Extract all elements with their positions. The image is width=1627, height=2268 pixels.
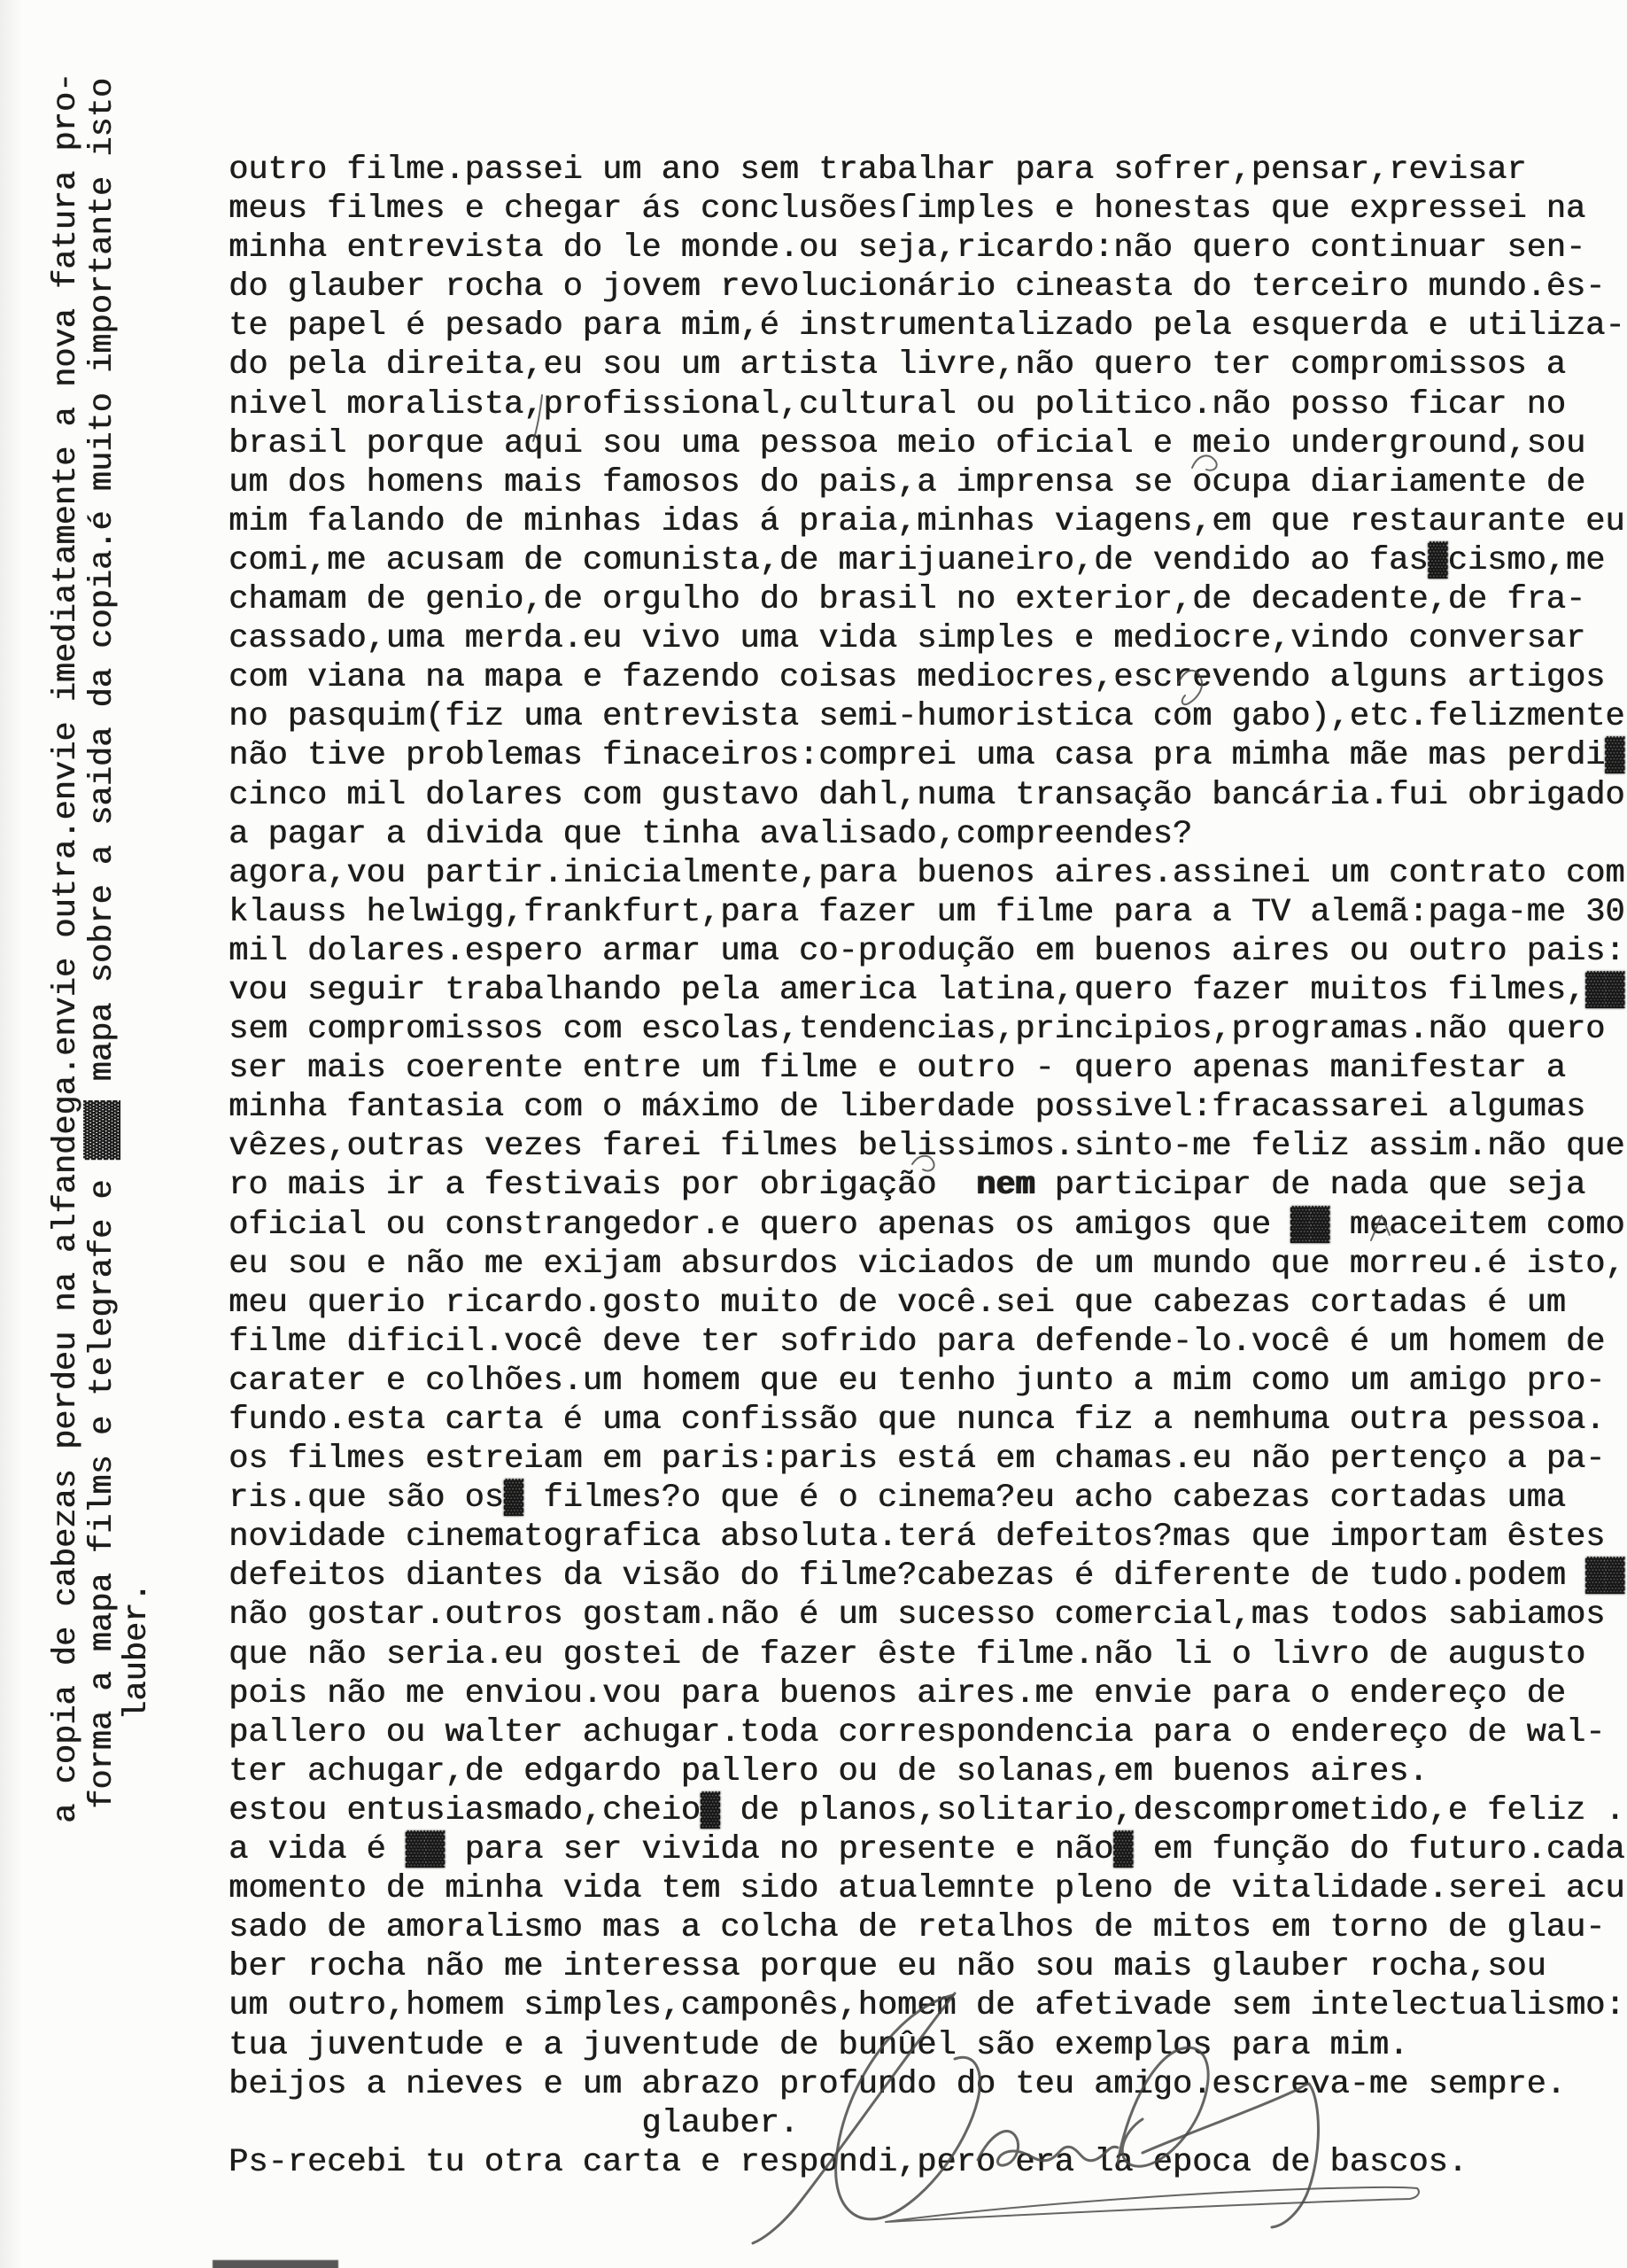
letter-line: glauber. xyxy=(229,2104,799,2142)
letter-line: não gostar.outros gostam.não é um sucesso comercial,mas todos sabiamos xyxy=(229,1596,1606,1635)
letter-line: outro filme.passei um ano sem trabalhar para sofrer,pensar,revisar xyxy=(229,151,1527,189)
letter-line: com viana na mapa e fazendo coisas mediocres,escrevendo alguns artigos xyxy=(229,659,1606,697)
ink-blot: ▓▓ xyxy=(1290,1206,1330,1244)
ink-blot: ▓▓ xyxy=(1585,1557,1625,1596)
signature-underline xyxy=(886,2187,1419,2222)
letter-line: te papel é pesado para mim,é instrumentalizado pela esquerda e utiliza- xyxy=(229,307,1625,346)
letter-line: beijos a nieves e um abrazo profundo do teu amigo.escreva-me sempre. xyxy=(229,2065,1566,2103)
letter-line: os filmes estreiam em paris:paris está em chamas.eu não pertenço a pa- xyxy=(229,1441,1606,1479)
letter-line: Ps-recebi tu otra carta e respondi,pero era la epoca de bascos. xyxy=(229,2143,1468,2181)
letter-line: cassado,uma merda.eu vivo uma vida simples e mediocre,vindo conversar xyxy=(229,620,1586,658)
letter-line: no pasquim(fiz uma entrevista semi-humoristica com gabo),etc.felizmente xyxy=(229,698,1625,736)
letter-line: mil dolares.espero armar uma co-produção em buenos aires ou outro pais: xyxy=(229,932,1625,970)
letter-line: ter achugar,de edgardo pallero ou de solanas,em buenos aires. xyxy=(229,1752,1429,1790)
letter-line: a pagar a divida que tinha avalisado,compreendes? xyxy=(229,815,1192,853)
letter-line: um outro,homem simples,camponês,homem de afetivade sem intelectualismo: xyxy=(229,1987,1625,2025)
letter-line: ser mais coerente entre um filme e outro - quero apenas manifestar a xyxy=(229,1050,1566,1088)
letter-line: um dos homens mais famosos do pais,a imprensa se ocupa diariamente de xyxy=(229,463,1586,501)
scan-edge-shading xyxy=(0,0,23,2268)
letter-line: do glauber rocha o jovem revolucionário cineasta do terceiro mundo.ês- xyxy=(229,268,1606,307)
ink-blot: ▓▓ xyxy=(405,1831,445,1869)
letter-body xyxy=(229,151,1625,2182)
letter-line: comi,me acusam de comunista,de marijuaneiro,de vendido ao fas▓cismo,me xyxy=(229,541,1606,579)
ink-blot: ▓ xyxy=(700,1791,721,1829)
letter-line: defeitos diantes da visão do filme?cabezas é diferente de tudo.podem ▓▓ xyxy=(229,1557,1625,1596)
letter-line: oficial ou constrangedor.e quero apenas os amigos que ▓▓ meaceitem como xyxy=(229,1206,1625,1244)
letter-line: eu sou e não me exijam absurdos viciados de um mundo que morreu.é isto, xyxy=(229,1245,1625,1283)
letter-line: meu querio ricardo.gosto muito de você.sei que cabezas cortadas é um xyxy=(229,1284,1566,1322)
letter-line: agora,vou partir.inicialmente,para buenos aires.assinei um contrato com xyxy=(229,854,1625,892)
letter-line: que não seria.eu gostei de fazer êste filme.não li o livro de augusto xyxy=(229,1635,1586,1674)
ink-blot: ▓ xyxy=(1113,1831,1134,1869)
margin-note-line-3: lauber. xyxy=(119,1582,156,1720)
letter-line: tua juventude e a juventude de bunûel são exemplos para mim. xyxy=(229,2026,1409,2064)
letter-line: vou seguir trabalhando pela america latina,quero fazer muitos filmes,▓▓ xyxy=(229,971,1625,1009)
margin-note-line-1: a copia de cabezas perdeu na alfandega.envie outra.envie imediatamente a nova fatura pro- xyxy=(48,72,85,1823)
margin-note-line-2: forma a mapa films e telegrafe e ▓▓▓ mapa sobre a saida da copia.é muito importante isto xyxy=(84,78,121,1809)
letter-line: minha entrevista do le monde.ou seja,ricardo:não quero continuar sen- xyxy=(229,229,1586,268)
letter-line: estou entusiasmado,cheio▓ de planos,solitario,descomprometido,e feliz . xyxy=(229,1791,1625,1829)
ink-blot: ▓ xyxy=(1428,541,1448,579)
letter-line: vêzes,outras vezes farei filmes belissimos.sinto-me feliz assim.não que xyxy=(229,1128,1625,1166)
scan-artifact xyxy=(213,2260,338,2268)
letter-line: momento de minha vida tem sido atualemnte pleno de vitalidade.serei acu xyxy=(229,1870,1625,1908)
ink-blot: ▓ xyxy=(503,1480,524,1518)
letter-line: filme dificil.você deve ter sofrido para defende-lo.você é um homem de xyxy=(229,1323,1606,1361)
letter-line: nivel moralista,profissional,cultural ou politico.não posso ficar no xyxy=(229,385,1566,423)
letter-line: pallero ou walter achugar.toda correspondencia para o endereço de wal- xyxy=(229,1713,1606,1751)
letter-line: do pela direita,eu sou um artista livre,não quero ter compromissos a xyxy=(229,346,1566,384)
letter-line: não tive problemas finaceiros:comprei uma casa pra mimha mãe mas perdi▓ xyxy=(229,737,1625,775)
letter-line: sem compromissos com escolas,tendencias,principios,programas.não quero xyxy=(229,1011,1606,1049)
letter-line: ris.que são os▓ filmes?o que é o cinema?eu acho cabezas cortadas uma xyxy=(229,1480,1566,1518)
letter-line: mim falando de minhas idas á praia,minhas viagens,em que restaurante eu xyxy=(229,502,1625,540)
letter-line: a vida é ▓▓ para ser vivida no presente e não▓ em função do futuro.cada xyxy=(229,1831,1625,1869)
overtyped-word: nem xyxy=(975,1167,1035,1205)
letter-line: novidade cinematografica absoluta.terá defeitos?mas que importam êstes xyxy=(229,1518,1606,1557)
letter-line: brasil porque aqui sou uma pessoa meio oficial e meio underground,sou xyxy=(229,424,1586,462)
letter-line: minha fantasia com o máximo de liberdade possivel:fracassarei algumas xyxy=(229,1089,1586,1127)
ink-blot: ▓ xyxy=(1605,737,1625,775)
letter-line: meus filmes e chegar ás conclusõesſimples e honestas que expressei na xyxy=(229,190,1586,229)
letter-line: ber rocha não me interessa porque eu não sou mais glauber rocha,sou xyxy=(229,1948,1546,1986)
letter-line: cinco mil dolares com gustavo dahl,numa transação bancária.fui obrigado xyxy=(229,776,1625,814)
letter-line: sado de amoralismo mas a colcha de retalhos de mitos em torno de glau- xyxy=(229,1909,1606,1947)
letter-line: fundo.esta carta é uma confissão que nunca fiz a nemhuma outra pessoa. xyxy=(229,1402,1606,1439)
ink-blot: ▓▓ xyxy=(1585,971,1625,1009)
letter-line: klauss helwigg,frankfurt,para fazer um filme para a TV alemã:paga-me 30 xyxy=(229,893,1625,931)
letter-line: chamam de genio,de orgulho do brasil no exterior,de decadente,de fra- xyxy=(229,581,1586,619)
letter-line: ro mais ir a festivais por obrigação nem participar de nada que seja xyxy=(229,1167,1586,1205)
letter-line: carater e colhões.um homem que eu tenho junto a mim como um amigo pro- xyxy=(229,1362,1606,1400)
letter-line: pois não me enviou.vou para buenos aires.me envie para o endereço de xyxy=(229,1674,1566,1713)
